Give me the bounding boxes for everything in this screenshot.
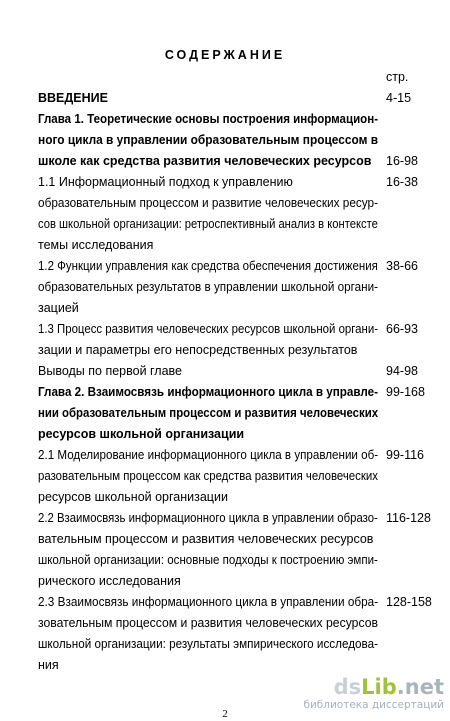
toc-row xyxy=(0,88,450,109)
toc-row xyxy=(0,319,450,340)
toc-row xyxy=(0,130,450,151)
toc-entry-text: образовательных результатов в управлении школьной органи- xyxy=(38,280,379,294)
toc-entry-text: 2.3 Взаимосвязь информационного цикла в управлении обра- xyxy=(38,595,379,609)
toc-entry-text: 2.1 Моделирование информационного цикла в управлении об- xyxy=(38,448,379,462)
toc-entry-pages: 38-66 xyxy=(386,259,418,273)
toc-row xyxy=(0,403,450,424)
toc-entry-text: 1.1 Информационный подход к управлению xyxy=(38,175,293,189)
toc-entry-text: сов школьной организации: ретроспективный анализ в контексте xyxy=(38,217,378,231)
toc-entry-text: вательным процессом и развития человеческих ресурсов xyxy=(38,532,374,546)
toc-entry-text: зацией xyxy=(38,301,79,315)
toc-row xyxy=(0,256,450,277)
page-column-header: стр. xyxy=(386,70,409,84)
toc-row xyxy=(0,571,450,592)
toc-row xyxy=(0,529,450,550)
toc-entry-text: ресурсов школьной организации xyxy=(38,490,228,504)
toc-entry-text: Глава 2. Взаимосвязь информационного цикла в управле- xyxy=(38,385,379,399)
toc-row xyxy=(0,151,450,172)
dslib-logo: dsLib.net xyxy=(333,675,444,699)
toc-entry-pages: 99-116 xyxy=(386,448,424,462)
toc-row xyxy=(0,445,450,466)
toc-row xyxy=(0,361,450,382)
toc-entry-text: разовательным процессом как средства развития человеческих xyxy=(38,469,378,483)
toc-row xyxy=(0,214,450,235)
page-column-header-row xyxy=(0,67,450,88)
toc-row xyxy=(0,550,450,571)
toc-entry-pages: 66-93 xyxy=(386,322,418,336)
toc-row xyxy=(0,634,450,655)
toc-row xyxy=(0,193,450,214)
toc-entry-text: ресурсов школьной организации xyxy=(38,427,245,441)
toc-entry-text: зовательным процессом и развития человеческих ресурсов xyxy=(38,616,378,630)
toc-entry-pages: 16-38 xyxy=(386,175,418,189)
toc-row xyxy=(0,487,450,508)
toc-entry-text: Глава 1. Теоретические основы построения информацион- xyxy=(38,112,379,126)
toc-entry-text: ния xyxy=(38,658,59,672)
toc-entry-text: школе как средства развития человеческих ресурсов xyxy=(38,154,372,168)
toc-entry-text: ного цикла в управлении образовательным процессом в xyxy=(38,133,379,147)
toc-entry-text: Выводы по первой главе xyxy=(38,364,183,378)
toc-row xyxy=(0,655,450,676)
toc-entry-text: 1.2 Функции управления как средства обеспечения достижения xyxy=(38,259,378,273)
toc-entry-pages: 16-98 xyxy=(386,154,418,168)
page-title: СОДЕРЖАНИЕ xyxy=(164,48,286,62)
toc-entry-text: нии образовательным процессом и развития человеческих xyxy=(38,406,379,420)
toc-row xyxy=(0,172,450,193)
page-number: 2 xyxy=(222,708,228,720)
watermark-subtitle: библиотека диссертаций xyxy=(303,699,444,711)
toc-entry-text: школьной организации: основные подходы к построению эмпи- xyxy=(38,553,378,567)
toc-row xyxy=(0,424,450,445)
toc-entry-text: темы исследования xyxy=(38,238,154,252)
toc-entry-pages: 4-15 xyxy=(386,91,412,105)
toc-entry-pages: 99-168 xyxy=(386,385,425,399)
toc-entry-text: образовательным процессом и развитие человеческих ресур- xyxy=(38,196,379,210)
toc-row xyxy=(0,592,450,613)
toc-row xyxy=(0,109,450,130)
toc-row xyxy=(0,277,450,298)
toc-entry-pages: 116-128 xyxy=(386,511,431,525)
toc-row xyxy=(0,340,450,361)
toc-entry-pages: 128-158 xyxy=(386,595,432,609)
toc-row xyxy=(0,382,450,403)
toc-entry-text: 1.3 Процесс развития человеческих ресурсов школьной органи- xyxy=(38,322,379,336)
toc-row xyxy=(0,298,450,319)
toc-row xyxy=(0,613,450,634)
toc-row xyxy=(0,508,450,529)
toc-entry-text: зации и параметры его непосредственных результатов xyxy=(38,343,358,357)
toc-row xyxy=(0,466,450,487)
toc-row xyxy=(0,235,450,256)
toc-entry-text: школьной организации: результаты эмпирического исследова- xyxy=(38,637,379,651)
toc-entry-text: рического исследования xyxy=(38,574,181,588)
toc-entry-pages: 94-98 xyxy=(386,364,418,378)
toc-entry-text: 2.2 Взаимосвязь информационного цикла в управлении образо- xyxy=(38,511,378,525)
watermark xyxy=(303,675,444,711)
toc-entry-text: ВВЕДЕНИЕ xyxy=(38,91,108,105)
